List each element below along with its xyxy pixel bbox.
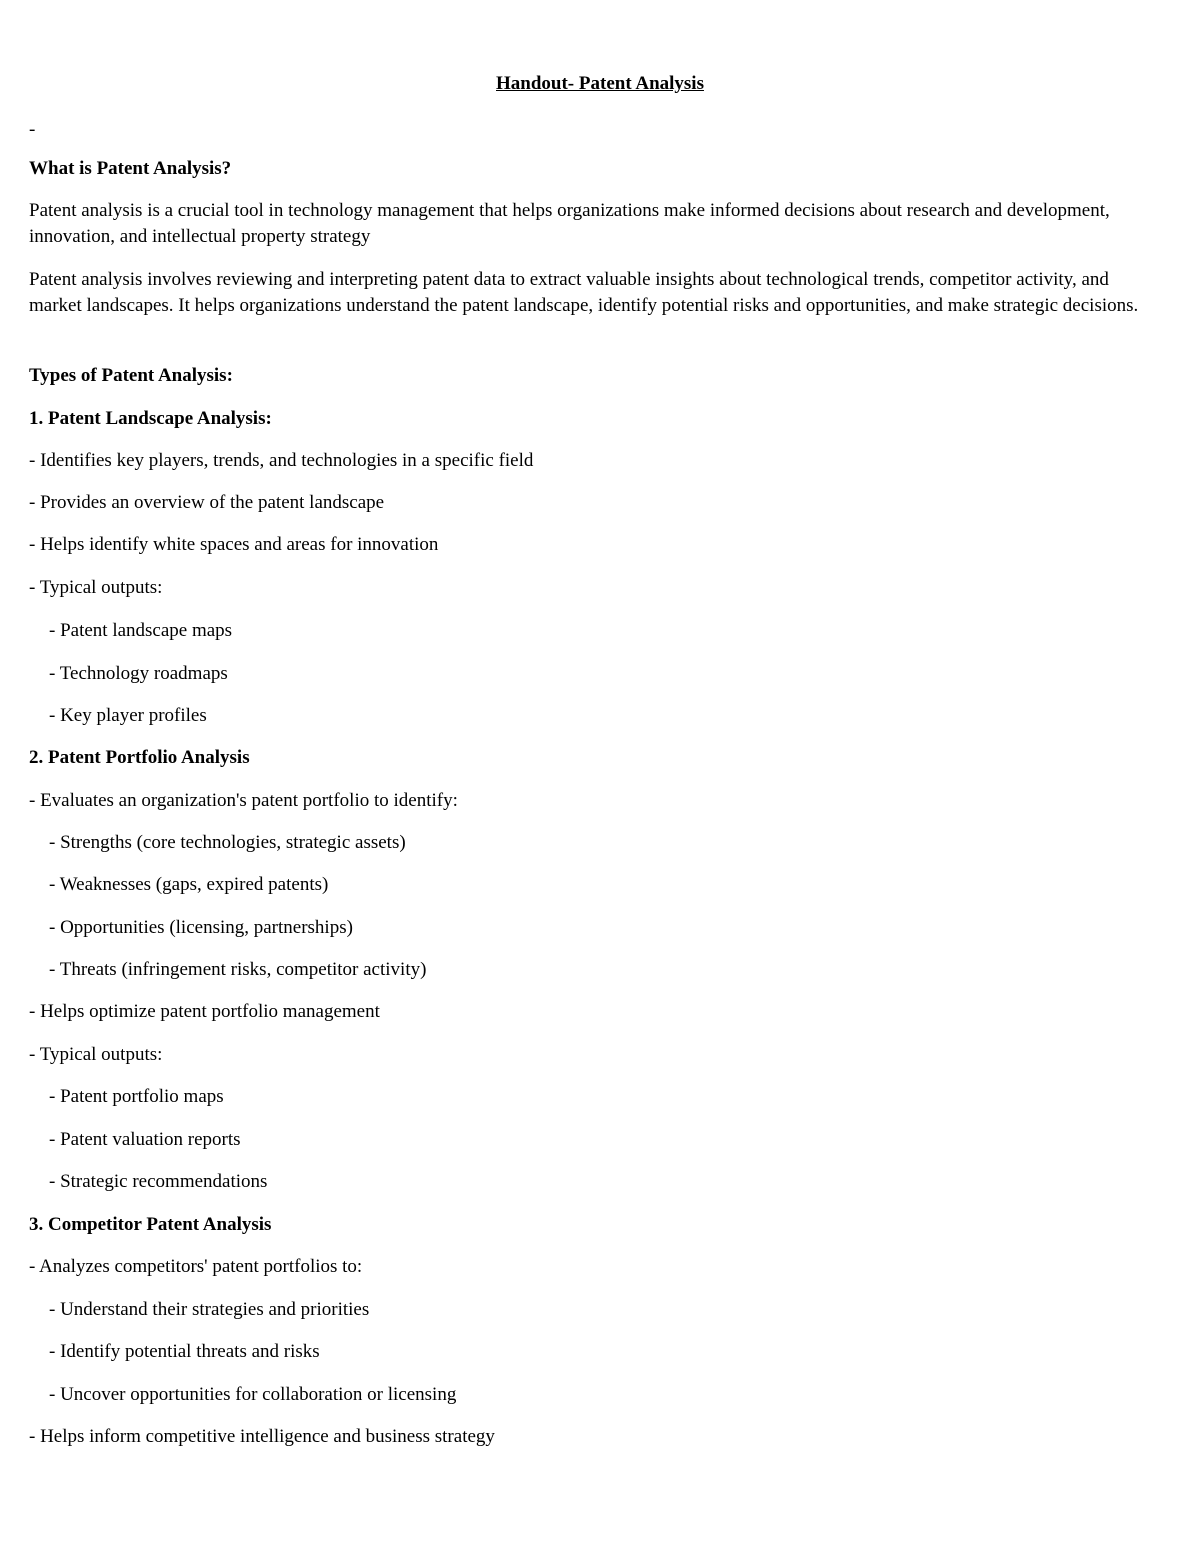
- sub-list-item: - Threats (infringement risks, competitor activity): [49, 959, 427, 980]
- sub-list-item: - Identify potential threats and risks: [49, 1341, 320, 1362]
- heading-what-is: What is Patent Analysis?: [29, 158, 232, 179]
- sub-list-item: - Patent portfolio maps: [49, 1086, 224, 1107]
- heading-types: Types of Patent Analysis:: [29, 365, 233, 386]
- section-1-heading: 1. Patent Landscape Analysis:: [29, 408, 272, 429]
- sub-list-item: - Understand their strategies and priorities: [49, 1299, 370, 1320]
- section-3-heading: 3. Competitor Patent Analysis: [29, 1214, 272, 1235]
- list-item: - Typical outputs:: [29, 1044, 163, 1065]
- sub-list-item: - Technology roadmaps: [49, 663, 228, 684]
- section-2-heading: 2. Patent Portfolio Analysis: [29, 747, 250, 768]
- list-item: - Analyzes competitors' patent portfolios to:: [29, 1256, 363, 1277]
- sub-list-item: - Opportunities (licensing, partnerships): [49, 917, 353, 938]
- list-item: - Helps optimize patent portfolio management: [29, 1001, 380, 1022]
- stray-mark: -: [29, 119, 36, 140]
- sub-list-item: - Strengths (core technologies, strategic assets): [49, 832, 406, 853]
- list-item: - Helps identify white spaces and areas for innovation: [29, 534, 439, 555]
- paragraph-definition: Patent analysis involves reviewing and interpreting patent data to extract valuable insights about technological trends, competitor activity, and market landscapes. It helps organizations understand the patent landscape, identify potential risks and opportunities, and make strategic decisions.: [29, 269, 1139, 316]
- list-item: - Identifies key players, trends, and technologies in a specific field: [29, 450, 534, 471]
- document-title: Handout- Patent Analysis: [496, 73, 704, 94]
- sub-list-item: - Uncover opportunities for collaboration or licensing: [49, 1384, 457, 1405]
- list-item: - Evaluates an organization's patent portfolio to identify:: [29, 790, 458, 811]
- list-item: - Typical outputs:: [29, 577, 163, 598]
- list-item: - Helps inform competitive intelligence and business strategy: [29, 1426, 495, 1447]
- sub-list-item: - Strategic recommendations: [49, 1171, 268, 1192]
- paragraph-intro: Patent analysis is a crucial tool in technology management that helps organizations make informed decisions about research and development, innovation, and intellectual property strategy: [29, 200, 1110, 247]
- sub-list-item: - Key player profiles: [49, 705, 207, 726]
- sub-list-item: - Patent landscape maps: [49, 620, 233, 641]
- sub-list-item: - Weaknesses (gaps, expired patents): [49, 874, 329, 895]
- list-item: - Provides an overview of the patent landscape: [29, 492, 385, 513]
- sub-list-item: - Patent valuation reports: [49, 1129, 241, 1150]
